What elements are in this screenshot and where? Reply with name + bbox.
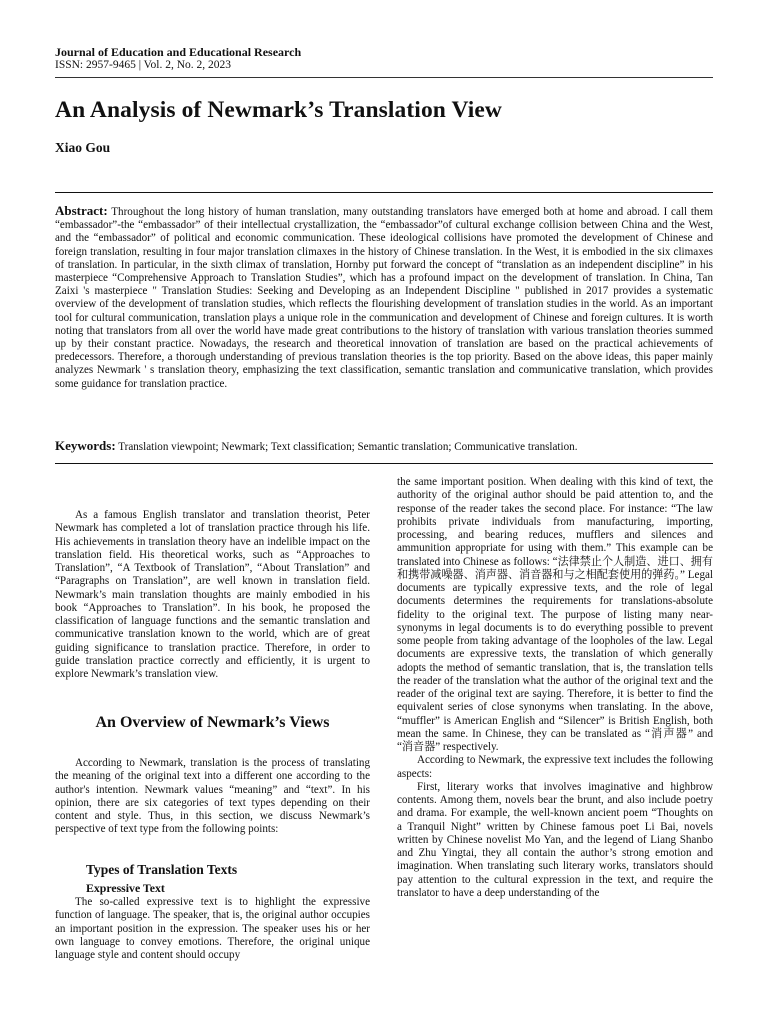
right-paragraph-2: According to Newmark, the expressive text includes the following aspects: [397,754,713,780]
keywords [55,438,713,455]
subsection-heading: Types of Translation Texts [86,862,238,877]
keywords-bottom-rule [55,463,713,464]
subsubsection-heading: Expressive Text [86,881,165,895]
right-paragraph-3: First, literary works that involves imaginative and highbrow contents. Among them, novels bear the brunt, and also include poetry and drama. For example, the well-known ancient poem “Thoughts on a Tranquil Night” written by Chinese famous poet Li Bai, novels written by Chinese novelist Mo Yan, and the legend of Liang Shanbo and Zhu Yingtai, they all contain the author’s strong emotion and imagination. When translating such literary works, translators should pay attention to the cultural expression in the text, and require the translator to have a deep understanding of the [397,780,713,899]
right-column [397,476,713,900]
intro-section [55,509,370,681]
section-heading: An Overview of Newmark’s Views [95,714,330,731]
abstract [55,204,713,391]
abstract-text: Throughout the long history of human translation, many outstanding translators have emerged both at home and abroad. I call them “embassador”-the “embassador” of their intellectual crystallization, the “embassador”of cultural exchange collision between China and the West, and the “embassador” of political and economic communication. These ideological collisions have promoted the development of Chinese and foreign translation, resulting in four major translation climaxes in the history of Chinese translation. In the West, it is embodied in the six climaxes of translation. In particular, in the sixth climax of translation, Hornby put forward the concept of “translation as an independent discipline” in his masterpiece “Comprehensive Approach to Translation Studies”, which has a profound impact on the development of translation. In China, Tan Zaixi 's masterpiece " Translation Studies: Seeking and Developing as an Independent Discipline " published in 2017 provides a systematic overview of the development of translation studies, which reflects the flourishing development of translation studies in the world. As an important tool for cultural communication, translation plays a unique role in the communication and development of Chinese and foreign cultures. It is worth noting that translators from all over the world have made great contributions to the history of translation with various translation theories summed up by their constant practice. Nowadays, the research and theoretical innovation of translation are based on the practical achievements of predecessors. Therefore, a thorough understanding of previous translation theories is the top priority. Based on the above ideas, this paper mainly analyzes Newmark ' s translation theory, emphasizing the text classification, semantic translation and communicative translation, which provides some guidance for translation practice. [55,206,713,390]
intro-paragraph: As a famous English translator and translation theorist, Peter Newmark has completed a lot of translation practice through his life. His achievements in translation theory have an indelible impact on the translation field. His theoretical works, such as “Approaches to Translation”, “A Textbook of Translation”, “About Translation” and “Paragraphs on Translation”, are well known in translation field. Newmark’s main translation thoughts are mainly embodied in his book “Approaches to Translation”. In his book, he proposed the classification of language functions and the semantic translation and communicative translation known to the world, which are of great guiding significance to translation practice. Therefore, in order to guide translation practice correctly and efficiently, it is urgent to explore Newmark’s translation view. [55,509,370,680]
abstract-top-rule [55,192,713,193]
article-title: An Analysis of Newmark’s Translation View [55,97,502,123]
expressive-paragraph: The so-called expressive text is to highlight the expressive function of language. The speaker, that is, the original author occupies an important position in the expression. The speaker uses his or her own language to convey emotions. Therefore, the original unique language style and content should occupy [55,896,370,961]
keywords-label: Keywords: [55,438,116,453]
expressive-section [55,896,370,962]
right-paragraph-1: the same important position. When dealing with this kind of text, the authority of the original author should be paid attention to, and the response of the reader takes the second place. For instance: “The law prohibits private individuals from manufacturing, importing, processing, and bearing reduces, mufflers and silences and ammunition appropriate for using with them.” This example can be translated into Chinese as follows: “法律禁止个人制造、进口、拥有和携带减噪器、消声器、消音器和与之相配套使用的弹药。” Legal documents are typically expressive texts, and the role of legal documents determines the requirements for translations-absolute fidelity to the original text. The purpose of listing many near-synonyms in legal documents is to do everything possible to prevent some people from taking advantage of the loopholes of the law. Legal documents are expressive texts, the translation of which generally adopts the method of semantic translation, that is, the translation tells the reader of the translation what the author of the original text and the reader of the original text are saying. Therefore, it is better to find the equivalent series of close synonyms when translating. In the above, “muffler” is American English and “Silencer” is British English, both mean the same. In Chinese, they can be translated as “消声器” and “消音器” respectively. [397,476,713,753]
journal-name: Journal of Education and Educational Research [55,45,302,59]
overview-section [55,757,370,837]
journal-issn: ISSN: 2957-9465 | Vol. 2, No. 2, 2023 [55,59,231,71]
keywords-text: Translation viewpoint; Newmark; Text classification; Semantic translation; Communicative translation. [115,441,578,453]
overview-paragraph: According to Newmark, translation is the process of translating the meaning of the original text into a different one according to the author's intention. Newmark values “meaning” and “text”. In his opinion, there are six categories of text types depending on their content and style. Thus, in this section, we discuss Newmark’s perspective of text type from the following points: [55,757,370,836]
abstract-label: Abstract: [55,203,108,218]
article-author: Xiao Gou [55,140,111,155]
header-rule [55,77,713,78]
